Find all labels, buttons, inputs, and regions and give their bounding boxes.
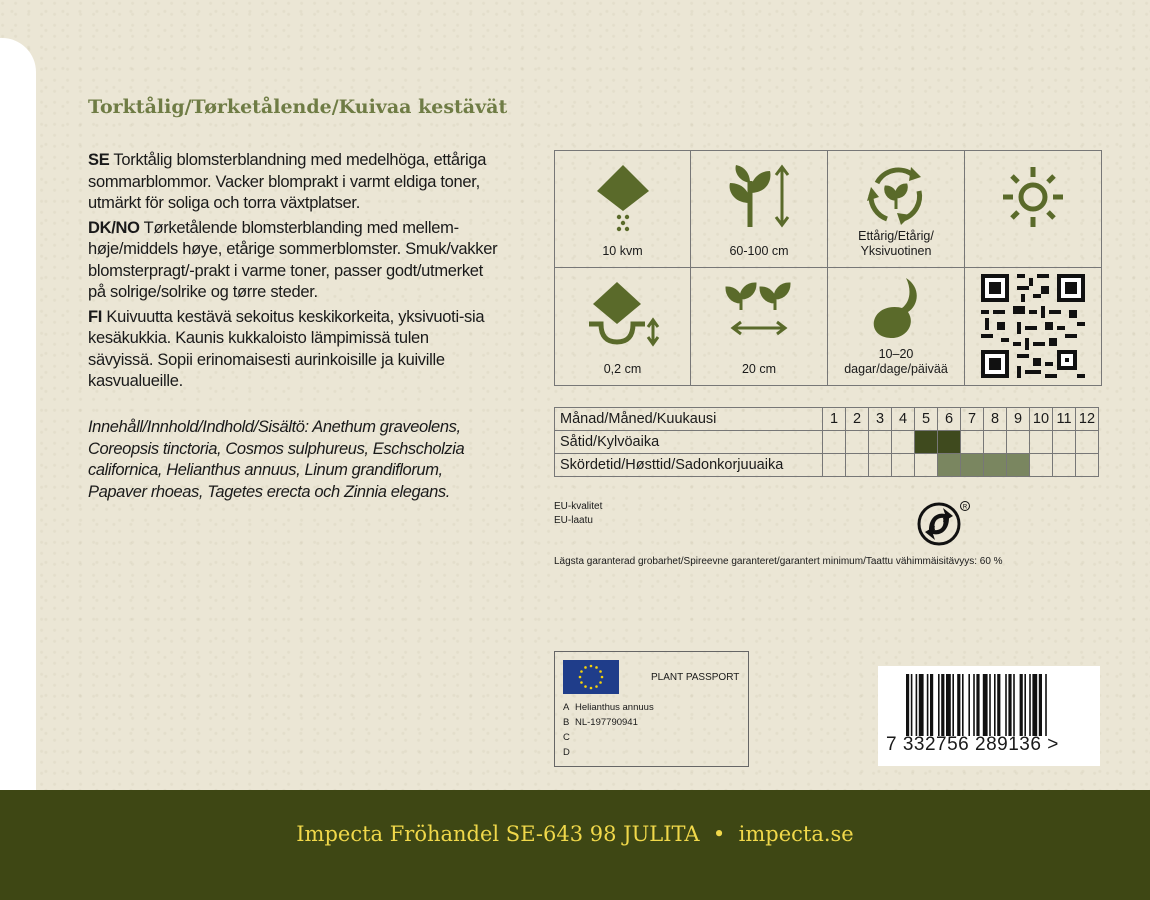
month-5: 5 <box>915 408 938 431</box>
eu-quality-line: EU-kvalitet <box>554 501 603 512</box>
calendar-header-label: Månad/Måned/Kuukausi <box>555 408 823 431</box>
description-text: Kuivuutta kestävä sekoitus keskikorkeita, yksivuoti-sia kesäkukkia. Kaunis kukkaloisto lämpimissä tulen sävyissä. Sopii erinomaisesti aurinkoisille ja kuiville kasvualueille. <box>88 307 485 390</box>
calendar-cell-2 <box>846 454 869 477</box>
calendar-cell-3 <box>869 431 892 454</box>
description-fi <box>88 307 498 393</box>
calendar-cell-10 <box>1030 454 1053 477</box>
germination-guarantee: Lägsta garanterad grobarhet/Spireevne garanteret/garantert minimum/Taattu vähimmäisitävyys: 60 % <box>554 556 1003 567</box>
calendar-cell-8 <box>984 431 1007 454</box>
description-text: Tørketålende blomsterblanding med mellem-høje/middels høye, etårige sommerblomster. Smuk/vakker blomsterpragt/-prakt i varme toner, passer godt/utmerket på solrige/solrike og tørre steder. <box>88 218 498 301</box>
calendar-cell-9 <box>1007 431 1030 454</box>
calendar-row-label: Såtid/Kylvöaika <box>555 431 823 454</box>
passport-row: D <box>563 747 570 758</box>
cell-sun <box>965 151 1101 268</box>
month-1: 1 <box>823 408 846 431</box>
calendar-cell-5 <box>915 454 938 477</box>
month-2: 2 <box>846 408 869 431</box>
cell-plant-height <box>691 151 828 268</box>
plant-passport <box>554 651 749 767</box>
annual-cycle-icon <box>863 163 929 227</box>
growing-info-grid <box>554 150 1102 386</box>
sowing-depth-icon <box>585 280 661 348</box>
description-text: Torktålig blomsterblandning med medelhöga, ettåriga sommarblommor. Vacker blomprakt i varmt eldiga toner, utmärkt för soliga och torra växtplatser. <box>88 151 487 212</box>
calendar-row-label: Skördetid/Høsttid/Sadonkorjuuaika <box>555 454 823 477</box>
calendar-cell-7 <box>961 454 984 477</box>
month-10: 10 <box>1030 408 1053 431</box>
eu-quality <box>554 500 602 528</box>
month-3: 3 <box>869 408 892 431</box>
calendar-cell-6 <box>938 454 961 477</box>
calendar-cell-1 <box>823 431 846 454</box>
plant-passport-title: PLANT PASSPORT <box>651 672 740 683</box>
month-6: 6 <box>938 408 961 431</box>
footer-bar <box>0 790 1150 900</box>
icon-label: Ettårig/Etårig/ Yksivuotinen <box>858 229 934 258</box>
plant-spacing-icon <box>721 280 797 340</box>
germination-icon <box>866 276 926 340</box>
calendar-cell-8 <box>984 454 1007 477</box>
calendar-cell-12 <box>1076 431 1099 454</box>
green-dot-recycle-icon <box>917 500 973 548</box>
passport-row: C <box>563 732 570 743</box>
svg-text:R: R <box>962 504 968 511</box>
icon-label: 10–20 dagar/dage/päivää <box>844 347 948 376</box>
calendar-cell-2 <box>846 431 869 454</box>
calendar-cell-7 <box>961 431 984 454</box>
calendar-cell-3 <box>869 454 892 477</box>
lang-code: SE <box>88 151 110 169</box>
sun-icon <box>1001 165 1065 229</box>
month-9: 9 <box>1007 408 1030 431</box>
calendar-cell-11 <box>1053 431 1076 454</box>
icon-label: 60-100 cm <box>729 244 789 258</box>
barcode <box>878 666 1100 766</box>
calendar-row-sowing <box>555 431 1099 454</box>
page-title: Torktålig/Tørketålende/Kuivaa kestävät <box>88 96 508 118</box>
cell-spacing <box>691 268 828 385</box>
passport-row: B NL-197790941 <box>563 717 638 728</box>
calendar-cell-1 <box>823 454 846 477</box>
eu-flag-icon <box>563 660 619 694</box>
passport-row: A Helianthus annuus <box>563 702 654 713</box>
plant-height-icon <box>724 163 794 229</box>
calendar-cell-4 <box>892 431 915 454</box>
lang-code: DK/NO <box>88 218 140 237</box>
eu-quality-line: EU-laatu <box>554 515 593 526</box>
qr-code-icon <box>981 274 1085 378</box>
calendar-cell-9 <box>1007 454 1030 477</box>
icon-label: 0,2 cm <box>603 362 642 376</box>
icon-label: 20 cm <box>741 362 777 376</box>
month-8: 8 <box>984 408 1007 431</box>
calendar-cell-6 <box>938 431 961 454</box>
calendar-cell-10 <box>1030 431 1053 454</box>
cell-sowing-area <box>555 151 691 268</box>
cell-annual <box>828 151 965 268</box>
description-dkno <box>88 218 498 304</box>
sowing-area-icon <box>593 163 653 233</box>
cell-germination <box>828 268 965 385</box>
calendar-header-row <box>555 408 1099 431</box>
barcode-number: 7 332756 289136 > <box>886 734 1059 755</box>
calendar-cell-4 <box>892 454 915 477</box>
cell-qr <box>965 268 1101 385</box>
calendar-cell-5 <box>915 431 938 454</box>
calendar-cell-12 <box>1076 454 1099 477</box>
sowing-calendar <box>554 407 1099 477</box>
calendar-cell-11 <box>1053 454 1076 477</box>
month-12: 12 <box>1076 408 1099 431</box>
month-7: 7 <box>961 408 984 431</box>
description-se <box>88 150 498 215</box>
month-11: 11 <box>1053 408 1076 431</box>
cell-sowing-depth <box>555 268 691 385</box>
description-block <box>88 150 498 396</box>
icon-label: 10 kvm <box>602 244 643 258</box>
barcode-bars <box>906 674 1084 736</box>
month-4: 4 <box>892 408 915 431</box>
ingredients: Innehåll/Innhold/Indhold/Sisältö: Anethum graveolens, Coreopsis tinctoria, Cosmos sulphureus, Eschscholzia californica, Helianthus annuus, Linum grandiflorum, Papaver rhoeas, Tagetes erecta och Zinnia elegans. <box>88 418 465 501</box>
calendar-row-harvest <box>555 454 1099 477</box>
lang-code: FI <box>88 307 103 326</box>
package-cutout <box>0 38 36 858</box>
footer-text: Impecta Fröhandel SE-643 98 JULITA • impecta.se <box>296 822 854 846</box>
